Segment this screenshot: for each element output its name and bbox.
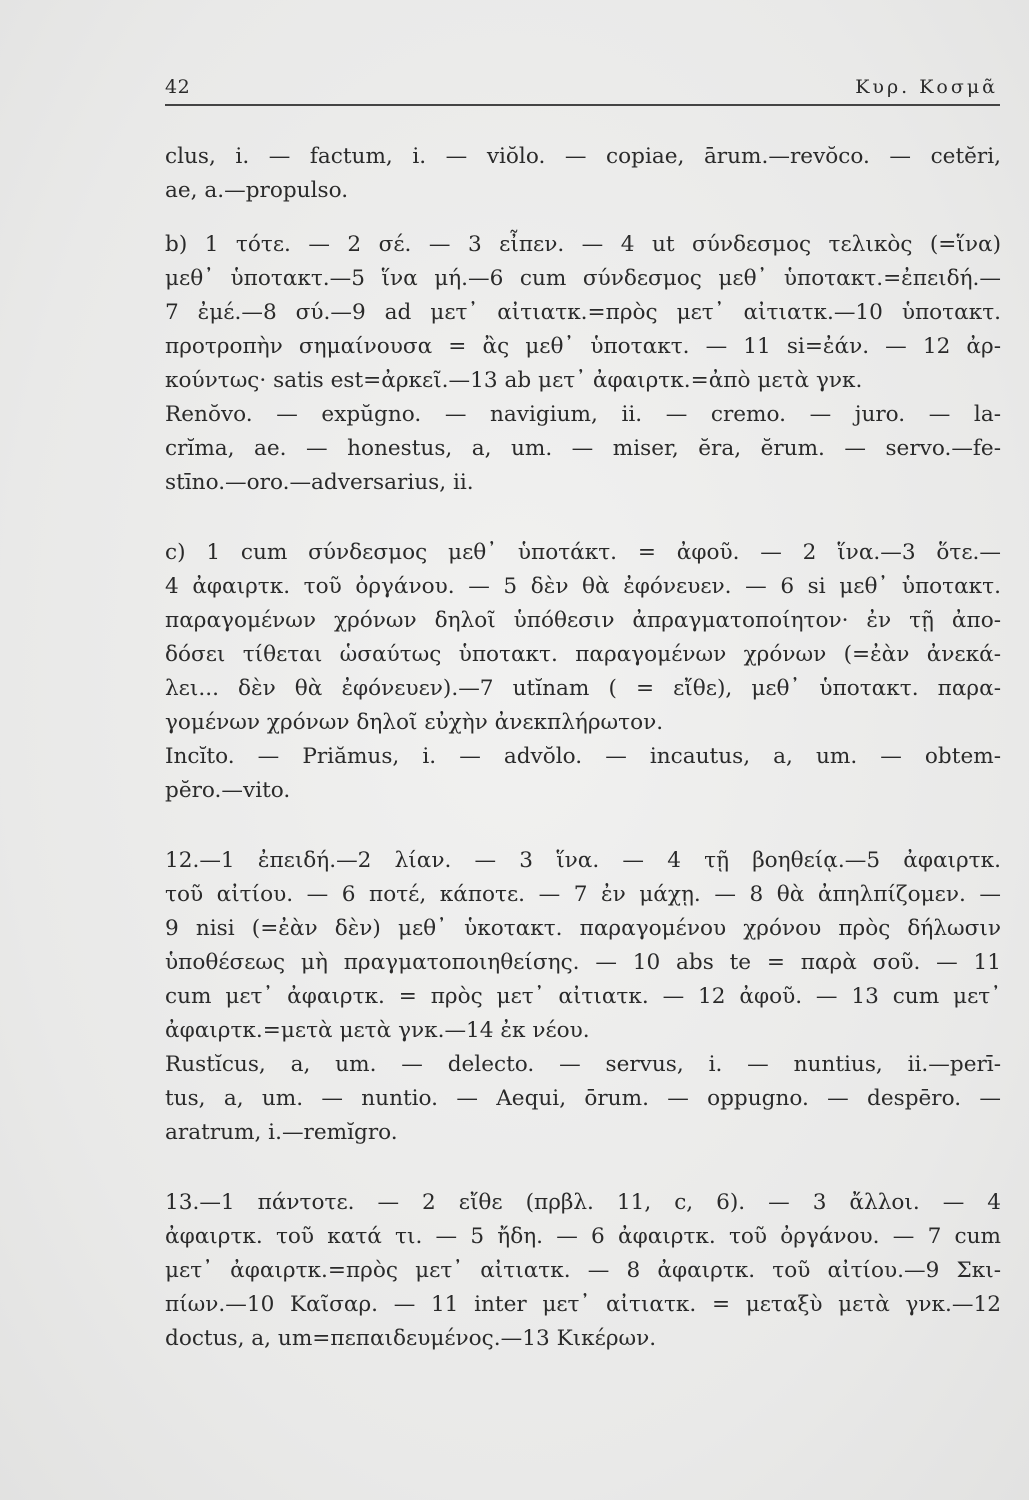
text-line: πίων.—10 Καῖσαρ. — 11 inter μετ᾽ αἰτιατκ. = μεταξὺ μετὰ γνκ.—12	[165, 1292, 1001, 1317]
text-line: μετ᾽ ἀφαιρτκ.=πρὸς μετ᾽ αἰτιατκ. — 8 ἀφαιρτκ. τοῦ αἰτίου.—9 Σκι-	[165, 1258, 1001, 1283]
text-line: 7 ἐμέ.—8 σύ.—9 ad μετ᾽ αἰτιατκ.=πρὸς μετ᾽ αἰτιατκ.—10 ὑποτακτ.	[165, 300, 1001, 325]
text-line: παραγομένων χρόνων δηλοῖ ὑπόθεσιν ἀπραγματοποίητον· ἐν τῇ ἀπο-	[165, 608, 1001, 633]
page-header	[165, 74, 1000, 106]
text-line: 12.—1 ἐπειδή.—2 λίαν. — 3 ἵνα. — 4 τῇ βοηθείᾳ.—5 ἀφαιρτκ.	[165, 848, 1001, 873]
text-line: stīno.—oro.—adversarius, ii.	[165, 470, 474, 495]
text-line: cum μετ᾽ ἀφαιρτκ. = πρὸς μετ᾽ αἰτιατκ. — 12 ἀφοῦ. — 13 cum μετ᾽	[165, 984, 1001, 1009]
text-line: tus, a, um. — nuntio. — Aequi, ōrum. — oppugno. — despēro. —	[165, 1086, 1001, 1111]
text-line: doctus, a, um=πεπαιδευμένος.—13 Κικέρων.	[165, 1326, 657, 1351]
text-line: clus, i. — factum, i. — viŏlo. — copiae, ārum.—revŏco. — cetĕri,	[165, 144, 1001, 169]
text-line: γομένων χρόνων δηλοῖ εὐχὴν ἀνεκπλήρωτον.	[165, 710, 664, 735]
paragraph-exercise-13	[165, 1186, 1001, 1356]
text-line: 4 ἀφαιρτκ. τοῦ ὀργάνου. — 5 δὲν θὰ ἐφόνευεν. — 6 si μεθ᾽ ὑποτακτ.	[165, 574, 1001, 599]
text-line: μεθ᾽ ὑποτακτ.—5 ἵνα μή.—6 cum σύνδεσμος μεθ᾽ ὑποτακτ.=ἐπειδή.—	[165, 266, 1001, 291]
text-line: Renŏvo. — expŭgno. — navigium, ii. — cremo. — juro. — la-	[165, 402, 1001, 427]
text-line: δόσει τίθεται ὡσαύτως ὑποτακτ. παραγομένων χρόνων (=ἐὰν ἀνεκά-	[165, 642, 1001, 667]
text-line: pĕro.—vito.	[165, 778, 291, 803]
page-number: 42	[165, 76, 191, 98]
text-line: b) 1 τότε. — 2 σέ. — 3 εἶπεν. — 4 ut σύνδεσμος τελικὸς (=ἵνα)	[165, 232, 1001, 257]
text-line: ὑποθέσεως μὴ πραγματοποιηθείσης. — 10 abs te = παρὰ σοῦ. — 11	[165, 950, 1001, 975]
text-line: crĭma, ae. — honestus, a, um. — miser, ĕra, ĕrum. — servo.—fe-	[165, 436, 1001, 461]
paragraph-vocab-continuation	[165, 140, 1001, 208]
paragraph-section-b	[165, 228, 1001, 500]
text-line: ἀφαιρτκ.=μετὰ μετὰ γνκ.—14 ἐκ νέου.	[165, 1018, 590, 1043]
text-line: c) 1 cum σύνδεσμος μεθ᾽ ὑποτάκτ. = ἀφοῦ. — 2 ἵνα.—3 ὅτε.—	[165, 540, 1001, 565]
text-line: λει... δὲν θὰ ἐφόνευεν).—7 utĭnam ( = εἴθε), μεθ᾽ ὑποτακτ. παρα-	[165, 676, 1001, 701]
text-line: κούντως· satis est=ἀρκεῖ.—13 ab μετ᾽ ἀφαιρτκ.=ἀπὸ μετὰ γνκ.	[165, 368, 863, 393]
text-line: τοῦ αἰτίου. — 6 ποτέ, κάποτε. — 7 ἐν μάχῃ. — 8 θὰ ἀπηλπίζομεν. —	[165, 882, 1001, 907]
running-head: Κυρ. Κοσμᾶ	[855, 76, 998, 98]
text-line: ἀφαιρτκ. τοῦ κατά τι. — 5 ἤδη. — 6 ἀφαιρτκ. τοῦ ὀργάνου. — 7 cum	[165, 1224, 1001, 1249]
text-line: aratrum, i.—remĭgro.	[165, 1120, 398, 1145]
text-line: Rustĭcus, a, um. — delecto. — servus, i. — nuntius, ii.—perī-	[165, 1052, 1001, 1077]
text-line: Incĭto. — Priămus, i. — advŏlo. — incautus, a, um. — obtem-	[165, 744, 1001, 769]
paragraph-exercise-12	[165, 844, 1001, 1150]
text-line: ae, a.—propulso.	[165, 178, 349, 203]
text-line: προτροπὴν σημαίνουσα = ἂς μεθ᾽ ὑποτακτ. — 11 si=ἐάν. — 12 ἀρ-	[165, 334, 1001, 359]
text-line: 9 nisi (=ἐὰν δὲν) μεθ᾽ ὑκοτακτ. παραγομένου χρόνου πρὸς δήλωσιν	[165, 916, 1001, 941]
page-body	[165, 140, 1001, 1356]
paragraph-section-c	[165, 536, 1001, 808]
text-line: 13.—1 πάντοτε. — 2 εἴθε (πρβλ. 11, c, 6). — 3 ἄλλοι. — 4	[165, 1190, 1001, 1215]
